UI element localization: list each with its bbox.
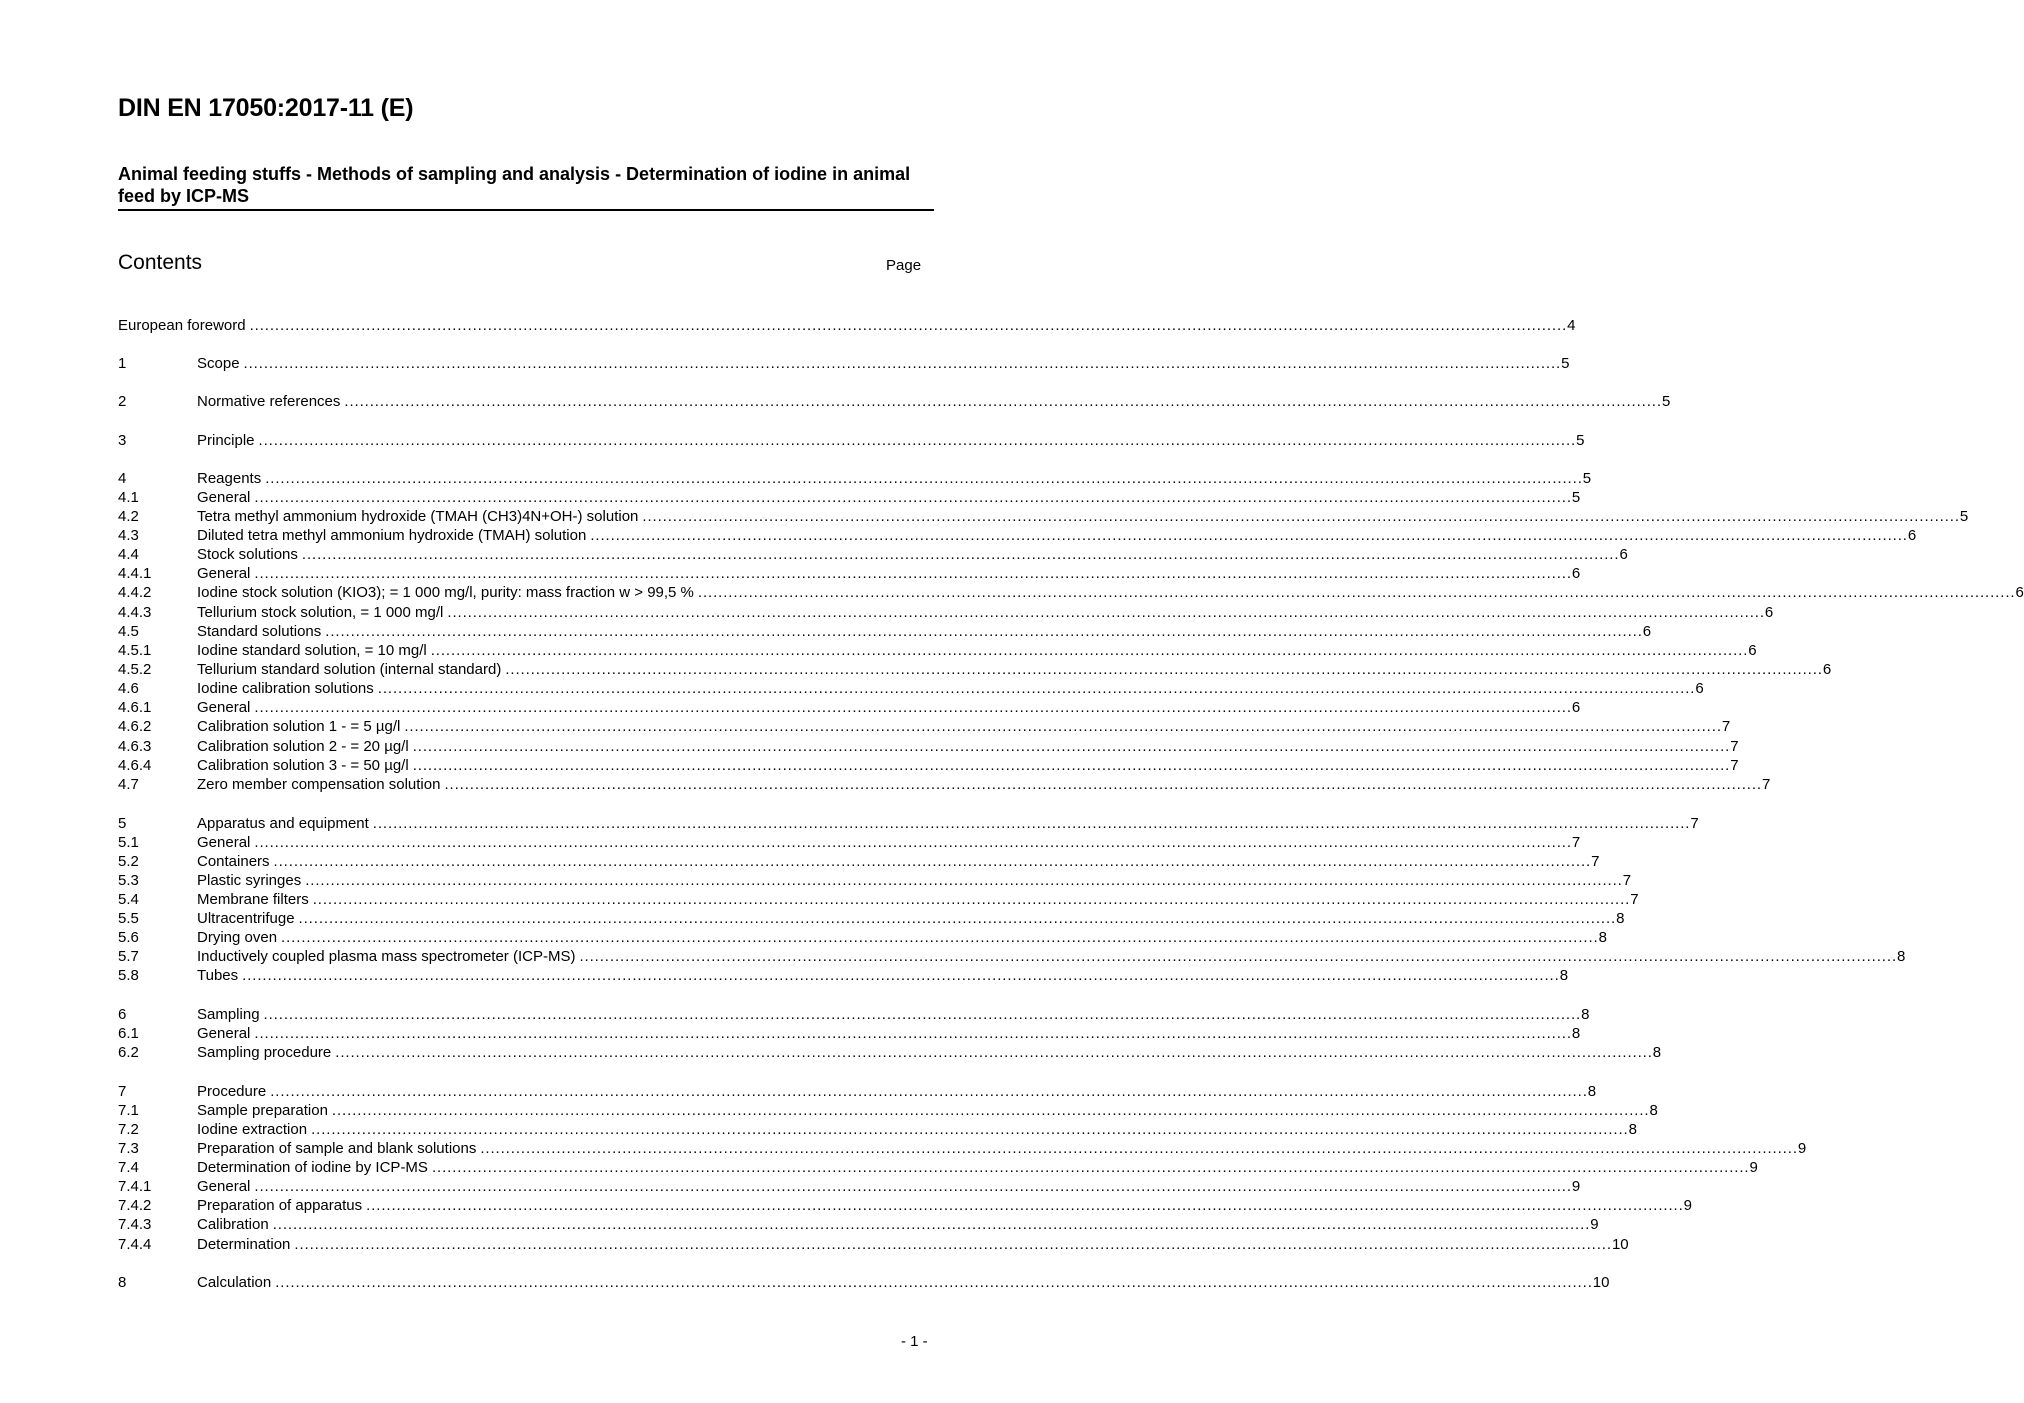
toc-entry[interactable]: [118, 1082, 1597, 1101]
toc-entry-title: Iodine extraction: [197, 1121, 308, 1138]
toc-entry-number: 4.3: [118, 527, 139, 544]
toc-dot-leader: ....................................................................................................................................................................................................................................................................: [444, 776, 1762, 793]
toc-entry-title: Zero member compensation solution: [197, 776, 441, 793]
toc-entry-title: Inductively coupled plasma mass spectrometer (ICP-MS): [197, 948, 576, 965]
toc-entry-title: Sampling procedure: [197, 1044, 332, 1061]
toc-entry-page: 8: [1652, 1044, 1662, 1061]
page-column-heading: Page: [886, 257, 922, 274]
toc-entry[interactable]: [118, 1043, 1662, 1062]
toc-entry[interactable]: [118, 833, 1581, 852]
toc-entry-number: 2: [118, 393, 127, 410]
toc-entry-page: 8: [1616, 910, 1625, 927]
toc-entry-page: 9: [1683, 1197, 1693, 1214]
toc-entry-number: 4.6: [118, 680, 139, 697]
toc-entry-page: 4: [1567, 317, 1576, 334]
toc-entry-page: 7: [1571, 834, 1581, 851]
toc-entry-title: Calibration solution 1 - = 5 µg/l: [197, 718, 401, 735]
toc-entry[interactable]: [118, 1235, 1629, 1254]
toc-entry-number: 5: [118, 815, 127, 832]
toc-entry-title: Plastic syringes: [197, 872, 302, 889]
toc-entry-number: 4.6.4: [118, 757, 152, 774]
toc-entry-page: 7: [1730, 757, 1739, 774]
toc-entry-title: Calibration: [197, 1216, 269, 1233]
toc-dot-leader: ....................................................................................................................................................................................................................................................................: [294, 1236, 1612, 1253]
toc-entry-number: 7.1: [118, 1102, 139, 1119]
toc-entry-title: Tetra methyl ammonium hydroxide (TMAH (CH3)4N+OH-) solution: [197, 508, 639, 525]
toc-entry-title: European foreword: [118, 317, 246, 334]
toc-entry-number: 7.4.3: [118, 1216, 152, 1233]
toc-dot-leader: ....................................................................................................................................................................................................................................................................: [372, 815, 1691, 832]
toc-dot-leader: ....................................................................................................................................................................................................................................................................: [311, 1121, 1629, 1138]
toc-entry-title: Normative references: [197, 393, 341, 410]
toc-entry-number: 4.6.1: [118, 699, 152, 716]
toc-dot-leader: ....................................................................................................................................................................................................................................................................: [270, 1083, 1588, 1100]
toc-dot-leader: ....................................................................................................................................................................................................................................................................: [265, 470, 1583, 487]
toc-entry-page: 6: [1642, 623, 1652, 640]
toc-entry-title: Calculation: [197, 1274, 272, 1291]
toc-entry[interactable]: [118, 1177, 1581, 1196]
toc-dot-leader: ....................................................................................................................................................................................................................................................................: [312, 891, 1631, 908]
toc-entry[interactable]: [118, 1120, 1637, 1139]
toc-entry[interactable]: [118, 564, 1581, 583]
toc-entry-title: Diluted tetra methyl ammonium hydroxide (TMAH) solution: [197, 527, 587, 544]
toc-entry-page: 8: [1897, 948, 1906, 965]
toc-entry-page: 5: [1661, 393, 1671, 410]
toc-dot-leader: ....................................................................................................................................................................................................................................................................: [249, 317, 1568, 334]
toc-dot-leader: ....................................................................................................................................................................................................................................................................: [366, 1197, 1684, 1214]
toc-entry-number: 5.3: [118, 872, 139, 889]
toc-entry-number: 7.4: [118, 1159, 139, 1176]
toc-entry-page: 7: [1762, 776, 1771, 793]
toc-entry-title: General: [197, 699, 251, 716]
toc-entry-page: 5: [1959, 508, 1969, 525]
toc-entry-title: Stock solutions: [197, 546, 298, 563]
toc-dot-leader: ....................................................................................................................................................................................................................................................................: [697, 584, 2016, 601]
toc-entry-title: Reagents: [197, 470, 262, 487]
toc-entry-title: Membrane filters: [197, 891, 309, 908]
toc-dot-leader: ....................................................................................................................................................................................................................................................................: [590, 527, 1908, 544]
toc-dot-leader: ....................................................................................................................................................................................................................................................................: [377, 680, 1696, 697]
toc-entry-title: Determination: [197, 1236, 291, 1253]
toc-entry-number: 5.2: [118, 853, 139, 870]
toc-entry[interactable]: [118, 1005, 1590, 1024]
toc-entry-number: 5.6: [118, 929, 139, 946]
toc-dot-leader: ....................................................................................................................................................................................................................................................................: [272, 1216, 1591, 1233]
toc-entry[interactable]: [118, 679, 1704, 698]
toc-entry-number: 4.1: [118, 489, 139, 506]
toc-entry-page: 5: [1582, 470, 1592, 487]
toc-entry-page: 10: [1592, 1274, 1610, 1291]
toc-entry-page: 7: [1690, 815, 1699, 832]
toc-entry-page: 8: [1587, 1083, 1597, 1100]
toc-entry-page: 8: [1598, 929, 1607, 946]
toc-dot-leader: ....................................................................................................................................................................................................................................................................: [254, 489, 1572, 506]
toc-entry-number: 7.4.1: [118, 1178, 152, 1195]
toc-entry-number: 7: [118, 1083, 127, 1100]
toc-entry-title: Standard solutions: [197, 623, 322, 640]
toc-entry-page: 5: [1576, 432, 1585, 449]
toc-dot-leader: ....................................................................................................................................................................................................................................................................: [480, 1140, 1798, 1157]
toc-entry[interactable]: [118, 947, 1906, 966]
toc-dot-leader: ....................................................................................................................................................................................................................................................................: [275, 1274, 1593, 1291]
toc-entry[interactable]: [118, 488, 1581, 507]
toc-dot-leader: ....................................................................................................................................................................................................................................................................: [243, 355, 1562, 372]
toc-entry[interactable]: [118, 814, 1699, 833]
toc-entry-number: 4.4: [118, 546, 139, 563]
toc-entry-title: Apparatus and equipment: [197, 815, 369, 832]
toc-dot-leader: ....................................................................................................................................................................................................................................................................: [412, 757, 1731, 774]
toc-entry[interactable]: [118, 775, 1771, 794]
toc-entry[interactable]: [118, 316, 1576, 335]
toc-entry-page: 9: [1797, 1140, 1807, 1157]
toc-entry-title: Procedure: [197, 1083, 267, 1100]
toc-dot-leader: ....................................................................................................................................................................................................................................................................: [258, 432, 1577, 449]
toc-entry[interactable]: [118, 756, 1739, 775]
document-title: Animal feeding stuffs - Methods of sampling and analysis - Determination of iodine in animal feed by ICP-MS: [118, 164, 911, 206]
toc-entry[interactable]: [118, 1273, 1610, 1292]
toc-entry-page: 6: [1907, 527, 1917, 544]
toc-entry[interactable]: [118, 1215, 1599, 1234]
toc-entry[interactable]: [118, 354, 1570, 373]
toc-entry[interactable]: [118, 1196, 1693, 1215]
toc-dot-leader: ....................................................................................................................................................................................................................................................................: [254, 1178, 1572, 1195]
toc-entry-page: 9: [1749, 1159, 1758, 1176]
toc-entry-title: General: [197, 1178, 251, 1195]
toc-entry-number: 4.5.1: [118, 642, 152, 659]
toc-entry-page: 6: [1571, 699, 1581, 716]
page-number: - 1 -: [901, 1333, 928, 1350]
toc-entry-page: 8: [1559, 967, 1569, 984]
toc-entry-number: 7.2: [118, 1121, 139, 1138]
toc-dot-leader: ....................................................................................................................................................................................................................................................................: [430, 642, 1749, 659]
toc-entry-title: Sampling: [197, 1006, 260, 1023]
toc-entry-title: Sample preparation: [197, 1102, 328, 1119]
toc-entry[interactable]: [118, 966, 1569, 985]
toc-entry-number: 4.5: [118, 623, 139, 640]
toc-entry-number: 7.3: [118, 1140, 139, 1157]
toc-entry[interactable]: [118, 1024, 1581, 1043]
toc-entry[interactable]: [118, 737, 1739, 756]
toc-entry-page: 8: [1581, 1006, 1590, 1023]
toc-dot-leader: ....................................................................................................................................................................................................................................................................: [335, 1044, 1653, 1061]
toc-entry-title: Ultracentrifuge: [197, 910, 295, 927]
toc-dot-leader: ....................................................................................................................................................................................................................................................................: [273, 853, 1592, 870]
toc-entry-number: 8: [118, 1274, 127, 1291]
toc-entry-title: Scope: [197, 355, 240, 372]
toc-entry-title: Principle: [197, 432, 255, 449]
toc-entry-page: 7: [1622, 872, 1632, 889]
toc-entry-number: 5.8: [118, 967, 139, 984]
toc-dot-leader: ....................................................................................................................................................................................................................................................................: [254, 1025, 1572, 1042]
toc-entry-title: Determination of iodine by ICP-MS: [197, 1159, 428, 1176]
toc-entry-page: 7: [1721, 718, 1731, 735]
toc-entry-number: 3: [118, 432, 127, 449]
toc-entry-title: Tellurium standard solution (internal standard): [197, 661, 502, 678]
toc-entry-page: 8: [1571, 1025, 1581, 1042]
toc-entry-page: 6: [2015, 584, 2024, 601]
toc-entry-page: 6: [1571, 565, 1581, 582]
toc-entry-number: 7.4.2: [118, 1197, 152, 1214]
toc-dot-leader: ....................................................................................................................................................................................................................................................................: [431, 1159, 1750, 1176]
toc-entry[interactable]: [118, 717, 1731, 736]
toc-entry-page: 10: [1611, 1236, 1629, 1253]
toc-entry[interactable]: [118, 431, 1585, 450]
toc-entry-number: 5.5: [118, 910, 139, 927]
toc-dot-leader: ....................................................................................................................................................................................................................................................................: [281, 929, 1599, 946]
toc-entry-page: 7: [1630, 891, 1639, 908]
toc-entry-number: 4: [118, 470, 127, 487]
toc-entry-title: Preparation of apparatus: [197, 1197, 363, 1214]
toc-dot-leader: ....................................................................................................................................................................................................................................................................: [254, 565, 1572, 582]
toc-entry-number: 7.4.4: [118, 1236, 152, 1253]
toc-entry-number: 4.6.2: [118, 718, 152, 735]
toc-entry-page: 6: [1695, 680, 1704, 697]
document-id: DIN EN 17050:2017-11 (E): [118, 94, 414, 122]
toc-entry[interactable]: [118, 890, 1639, 909]
toc-entry-number: 6.1: [118, 1025, 139, 1042]
toc-entry-page: 7: [1730, 738, 1739, 755]
toc-entry-page: 6: [1764, 604, 1774, 621]
toc-entry-page: 9: [1590, 1216, 1599, 1233]
toc-entry-number: 4.5.2: [118, 661, 152, 678]
toc-entry-number: 4.4.1: [118, 565, 152, 582]
toc-entry-number: 5.7: [118, 948, 139, 965]
toc-entry[interactable]: [118, 622, 1652, 641]
toc-entry[interactable]: [118, 1158, 1758, 1177]
toc-dot-leader: ....................................................................................................................................................................................................................................................................: [404, 718, 1722, 735]
toc-entry-title: General: [197, 565, 251, 582]
toc-entry-title: Calibration solution 2 - = 20 µg/l: [197, 738, 409, 755]
toc-dot-leader: ....................................................................................................................................................................................................................................................................: [254, 834, 1572, 851]
toc-entry-page: 9: [1571, 1178, 1581, 1195]
toc-entry-number: 4.2: [118, 508, 139, 525]
toc-entry-number: 4.4.3: [118, 604, 152, 621]
toc-entry[interactable]: [118, 603, 1774, 622]
toc-entry-page: 6: [1822, 661, 1832, 678]
toc-entry-page: 5: [1571, 489, 1581, 506]
toc-entry[interactable]: [118, 928, 1607, 947]
toc-entry[interactable]: [118, 852, 1600, 871]
toc-entry-number: 6.2: [118, 1044, 139, 1061]
toc-dot-leader: ....................................................................................................................................................................................................................................................................: [447, 604, 1765, 621]
toc-entry-title: Calibration solution 3 - = 50 µg/l: [197, 757, 409, 774]
toc-entry[interactable]: [118, 698, 1581, 717]
toc-entry-number: 4.6.3: [118, 738, 152, 755]
toc-entry-number: 4.7: [118, 776, 139, 793]
toc-dot-leader: ....................................................................................................................................................................................................................................................................: [325, 623, 1643, 640]
toc-entry[interactable]: [118, 526, 1917, 545]
toc-entry[interactable]: [118, 660, 1832, 679]
toc-entry[interactable]: [118, 641, 1757, 660]
toc-entry-title: Containers: [197, 853, 270, 870]
toc-entry[interactable]: [118, 583, 2024, 602]
toc-entry-page: 7: [1591, 853, 1600, 870]
toc-dot-leader: ....................................................................................................................................................................................................................................................................: [254, 699, 1572, 716]
toc-entry-title: General: [197, 834, 251, 851]
toc-dot-leader: ....................................................................................................................................................................................................................................................................: [642, 508, 1960, 525]
toc-entry-title: Iodine calibration solutions: [197, 680, 374, 697]
toc-entry-number: 1: [118, 355, 127, 372]
toc-entry[interactable]: [118, 469, 1592, 488]
toc-entry-title: Iodine stock solution (KIO3); = 1 000 mg/l, purity: mass fraction w > 99,5 %: [197, 584, 694, 601]
contents-heading: Contents: [118, 251, 203, 274]
toc-entry-number: 4.4.2: [118, 584, 152, 601]
toc-entry[interactable]: [118, 871, 1632, 890]
toc-entry-page: 8: [1649, 1102, 1658, 1119]
toc-entry-number: 5.1: [118, 834, 139, 851]
toc-entry-number: 6: [118, 1006, 127, 1023]
toc-entry[interactable]: [118, 392, 1671, 411]
toc-dot-leader: ....................................................................................................................................................................................................................................................................: [298, 910, 1617, 927]
toc-entry-page: 6: [1748, 642, 1757, 659]
toc-dot-leader: ....................................................................................................................................................................................................................................................................: [412, 738, 1731, 755]
toc-entry-page: 8: [1628, 1121, 1637, 1138]
toc-entry-title: Iodine standard solution, = 10 mg/l: [197, 642, 427, 659]
toc-dot-leader: ....................................................................................................................................................................................................................................................................: [263, 1006, 1582, 1023]
toc-dot-leader: ....................................................................................................................................................................................................................................................................: [301, 546, 1620, 563]
toc-entry[interactable]: [118, 1101, 1658, 1120]
toc-dot-leader: ....................................................................................................................................................................................................................................................................: [242, 967, 1560, 984]
toc-dot-leader: ....................................................................................................................................................................................................................................................................: [505, 661, 1823, 678]
toc-entry-title: Tellurium stock solution, = 1 000 mg/l: [197, 604, 444, 621]
toc-entry-number: 5.4: [118, 891, 139, 908]
toc-dot-leader: ....................................................................................................................................................................................................................................................................: [305, 872, 1623, 889]
toc-dot-leader: ....................................................................................................................................................................................................................................................................: [579, 948, 1898, 965]
toc-entry-title: General: [197, 1025, 251, 1042]
toc-entry-title: Drying oven: [197, 929, 278, 946]
toc-dot-leader: ....................................................................................................................................................................................................................................................................: [331, 1102, 1650, 1119]
toc-entry[interactable]: [118, 545, 1628, 564]
toc-entry[interactable]: [118, 909, 1625, 928]
toc-entry[interactable]: [118, 507, 1969, 526]
toc-entry-title: General: [197, 489, 251, 506]
toc-entry-title: Tubes: [197, 967, 239, 984]
toc-entry-page: 6: [1619, 546, 1628, 563]
toc-entry-page: 5: [1561, 355, 1570, 372]
toc-entry-title: Preparation of sample and blank solutions: [197, 1140, 477, 1157]
toc-entry[interactable]: [118, 1139, 1807, 1158]
toc-dot-leader: ....................................................................................................................................................................................................................................................................: [344, 393, 1662, 410]
